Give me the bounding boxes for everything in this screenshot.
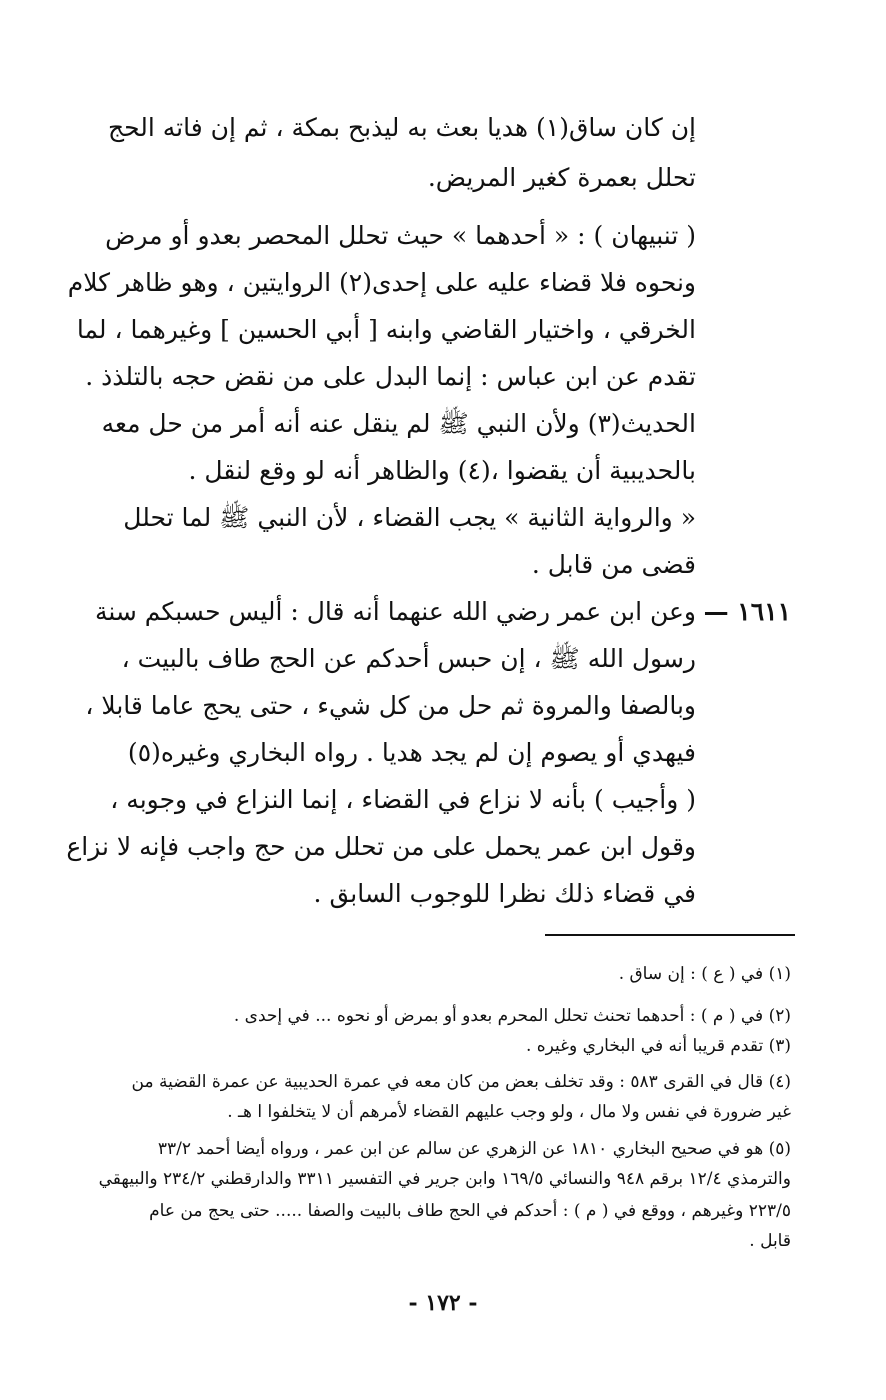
footnote-line-3: (٣) تقدم قريبا أنه في البخاري وغيره . <box>525 1036 791 1056</box>
text-line-5: الخرقي ، واختيار القاضي وابنه [ أبي الحسين ] وغيرهما ، لما <box>76 315 696 344</box>
footnote-line-4: (٤) قال في القرى ٥٨٣ : وقد تخلف بعض من كان معه في عمرة الحديبية عن عمرة القضية من <box>131 1072 791 1092</box>
text-line-11: وعن ابن عمر رضي الله عنهما أنه قال : أليس حسبكم سنة <box>94 597 696 626</box>
footnote-line-2: (٢) في ( م ) : أحدهما تحنث تحلل المحرم بعدو أو بمرض أو نحوه ... في إحدى . <box>233 1006 791 1026</box>
footnote-line-7: والترمذي ١٢/٤ برقم ٩٤٨ والنسائي ١٦٩/٥ وابن جرير في التفسير ٣٣١١ والدارقطني ٢٣٤/٢ والبيهقي <box>98 1169 791 1189</box>
text-line-12: رسول الله ﷺ ، إن حبس أحدكم عن الحج طاف بالبيت ، <box>121 644 696 673</box>
page-number: - ١٧٢ - <box>408 1290 478 1316</box>
text-line-3: ( تنبيهان ) : « أحدهما » حيث تحلل المحصر بعدو أو مرض <box>105 221 696 250</box>
text-line-8: بالحديبية أن يقضوا ،(٤) والظاهر أنه لو وقع لنقل . <box>188 456 696 485</box>
footnote-line-6: (٥) هو في صحيح البخاري ١٨١٠ عن الزهري عن سالم عن ابن عمر ، ورواه أيضا أحمد ٣٣/٢ <box>157 1139 791 1159</box>
footnote-separator <box>545 934 795 936</box>
footnote-line-8: ٢٢٣/٥ وغيرهم ، ووقع في ( م ) : أحدكم في الحج طاف بالبيت والصفا ..... حتى يحج من عام <box>149 1201 791 1221</box>
text-line-4: ونحوه فلا قضاء عليه على إحدى(٢) الروايتين ، وهو ظاهر كلام <box>67 268 696 297</box>
text-line-6: تقدم عن ابن عباس : إنما البدل على من نقض حجه بالتلذذ . <box>85 362 696 391</box>
footnote-line-9: قابل . <box>749 1231 791 1251</box>
text-line-1: إن كان ساق(١) هديا بعث به ليذبح بمكة ، ثم إن فاته الحج <box>107 113 696 142</box>
footnote-line-1: (١) في ( ع ) : إن ساق . <box>618 964 791 984</box>
text-line-2: تحلل بعمرة كغير المريض. <box>427 163 696 192</box>
hadith-number: ١٦١١ — <box>703 597 791 626</box>
text-line-14: فيهدي أو يصوم إن لم يجد هديا . رواه البخاري وغيره(٥) <box>127 738 696 767</box>
text-line-15: ( وأجيب ) بأنه لا نزاع في القضاء ، إنما النزاع في وجوبه ، <box>110 785 696 814</box>
text-line-13: وبالصفا والمروة ثم حل من كل شيء ، حتى يحج عاما قابلا ، <box>85 691 696 720</box>
text-line-9: « والرواية الثانية » يجب القضاء ، لأن النبي ﷺ لما تحلل <box>123 503 696 532</box>
text-line-17: في قضاء ذلك نظرا للوجوب السابق . <box>313 879 696 908</box>
footnote-line-5: غير ضرورة في نفس ولا مال ، ولو وجب عليهم القضاء لأمرهم أن لا يتخلفوا ا هـ . <box>227 1102 791 1122</box>
text-line-10: قضى من قابل . <box>531 550 696 579</box>
text-line-7: الحديث(٣) ولأن النبي ﷺ لم ينقل عنه أنه أمر من حل معه <box>101 409 696 438</box>
text-line-16: وقول ابن عمر يحمل على من تحلل من حج واجب فإنه لا نزاع <box>66 832 696 861</box>
